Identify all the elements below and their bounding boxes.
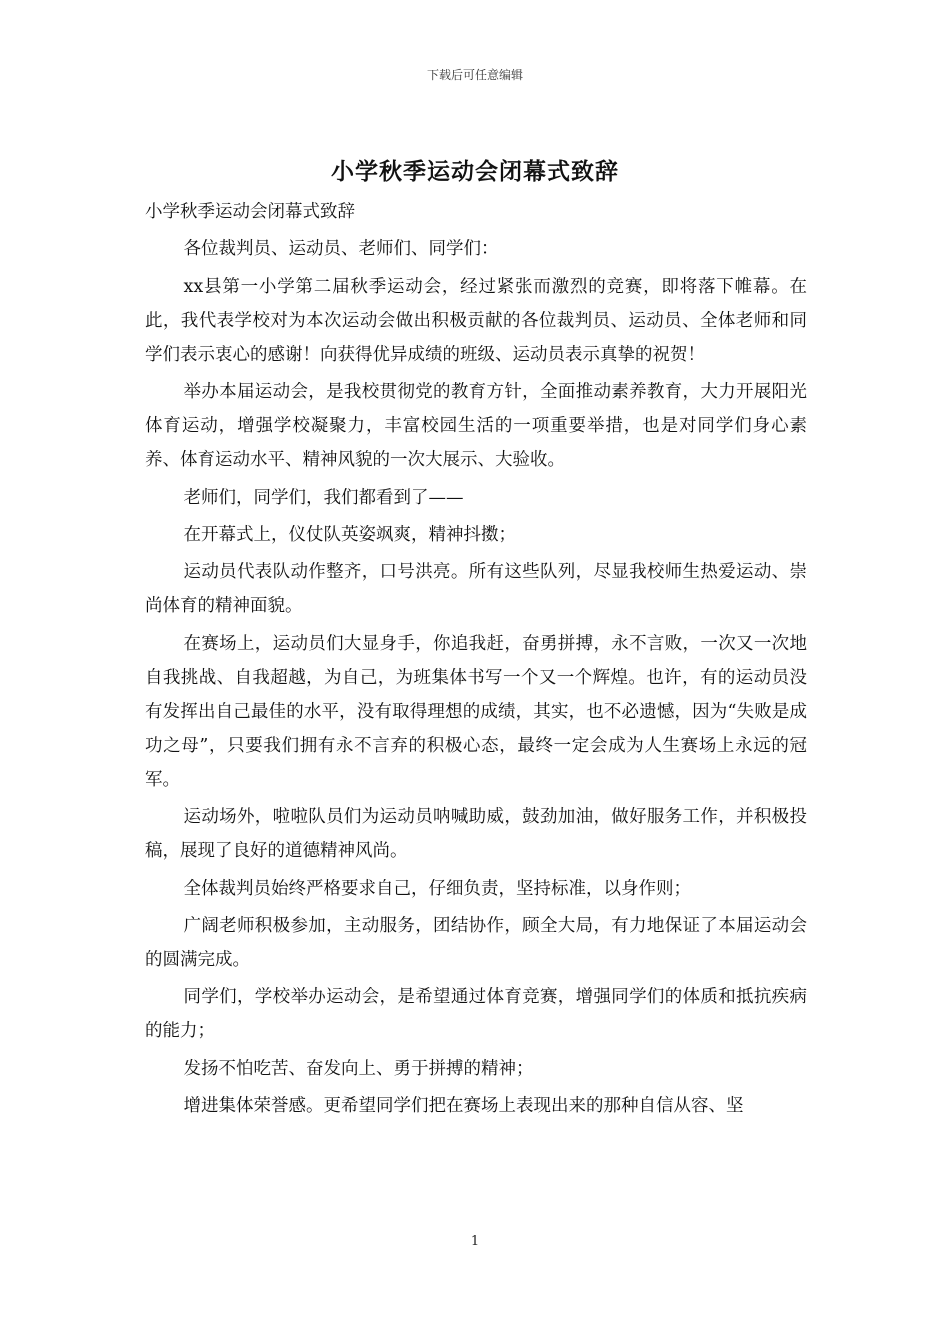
document-body: [145, 195, 807, 1126]
paragraph: 发扬不怕吃苦、奋发向上、勇于拼搏的精神；: [183, 1058, 534, 1079]
paragraph: 运动员代表队动作整齐，口号洪亮。所有这些队列，尽显我校师生热爱运动、崇尚体育的精神面貌。: [145, 562, 807, 617]
paragraph: xx县第一小学第二届秋季运动会，经过紧张而激烈的竞赛，即将落下帷幕。在此，我代表学校对为本次运动会做出积极贡献的各位裁判员、运动员、全体老师和同学们表示衷心的感谢！向获得优异成绩的班级、运动员表示真挚的祝贺！: [145, 276, 807, 365]
document-subtitle: 小学秋季运动会闭幕式致辞: [145, 202, 355, 222]
document-title: 小学秋季运动会闭幕式致辞: [331, 158, 619, 185]
paragraph: 运动场外，啦啦队员们为运动员呐喊助威，鼓劲加油，做好服务工作，并积极投稿，展现了良好的道德精神风尚。: [145, 807, 807, 862]
paragraph: 在赛场上，运动员们大显身手，你追我赶，奋勇拼搏，永不言败，一次又一次地自我挑战、自我超越，为自己，为班集体书写一个又一个辉煌。也许，有的运动员没有发挥出自己最佳的水平，没有取得理想的成绩，其实，也不必遗憾，因为“失败是成功之母”，只要我们拥有永不言弃的积极心态，最终一定会成为人生赛场上永远的冠军。: [145, 633, 807, 790]
page-header-note: 下载后可任意编辑: [426, 68, 523, 82]
paragraph: 增进集体荣誉感。更希望同学们把在赛场上表现出来的那种自信从容、坚: [183, 1096, 744, 1117]
paragraph: 广阔老师积极参加，主动服务，团结协作，顾全大局，有力地保证了本届运动会的圆满完成。: [145, 915, 807, 970]
paragraph-greeting: 各位裁判员、运动员、老师们、同学们：: [183, 239, 499, 260]
paragraph: 在开幕式上，仪仗队英姿飒爽，精神抖擞；: [183, 524, 516, 545]
paragraph: 举办本届运动会，是我校贯彻党的教育方针，全面推动素养教育，大力开展阳光体育运动，增强学校凝聚力，丰富校园生活的一项重要举措，也是对同学们身心素养、体育运动水平、精神风貌的一次大展示、大验收。: [145, 382, 807, 471]
page-number: 1: [470, 1234, 480, 1249]
paragraph: 同学们，学校举办运动会，是希望通过体育竞赛，增强同学们的体质和抵抗疾病的能力；: [145, 987, 807, 1042]
paragraph: 全体裁判员始终严格要求自己，仔细负责，坚持标准，以身作则；: [183, 878, 691, 899]
paragraph: 老师们，同学们，我们都看到了——: [183, 487, 464, 508]
